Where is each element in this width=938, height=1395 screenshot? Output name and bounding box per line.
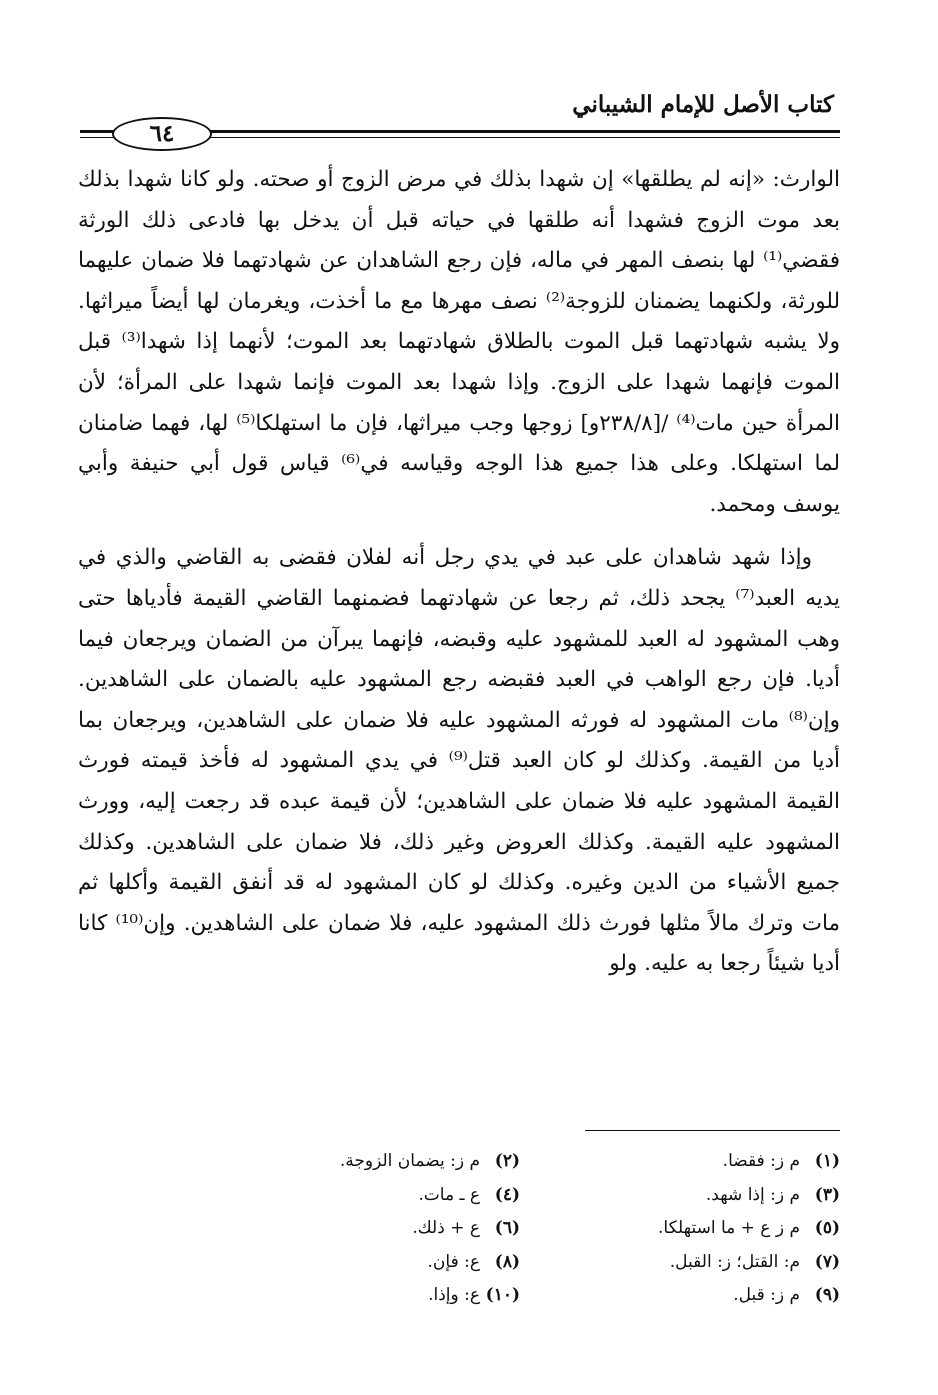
footnote-5 (520, 1212, 840, 1246)
main-text (78, 160, 840, 985)
footnote-9 (520, 1279, 840, 1313)
footnote-number: (٨) (494, 1251, 520, 1272)
footnote-number: (٦) (494, 1218, 520, 1238)
footnote-text: ع + ذلك. (412, 1218, 480, 1238)
footnote-text: م ز: فقضا. (722, 1151, 800, 1171)
footnote-text: ع: وإذا. (428, 1285, 480, 1305)
footnote-number: (١٠) (485, 1285, 520, 1305)
page-number: ٦٤ (112, 117, 212, 151)
footnote-10 (200, 1279, 520, 1313)
footnote-3 (520, 1179, 840, 1213)
footnote-number: (٢) (494, 1151, 520, 1171)
footnote-separator (585, 1130, 840, 1131)
footnote-text: م ز: إذا شهد. (705, 1184, 800, 1205)
paragraph-2: وإذا شهد شاهدان على عبد في يدي رجل أنه لفلان فقضى به القاضي والذي في يديه العبد⁽⁷⁾ يجحد ذلك، ثم رجعا عن شهادتهما فضمنهما القاضي القيمة فأدياها حتى وهب المشهود له العبد للمشهود عليه وقبضه، فإنهما يبرآن من الضمان ويرجعان فيما أديا. فإن رجع الواهب في العبد فقبضه رجع المشهود عليه بالضمان على الشاهدين. وإن⁽⁸⁾ مات المشهود له فورثه المشهود عليه فلا ضمان على الشاهدين، ويرجعان بما أديا من القيمة. وكذلك لو كان العبد قتل⁽⁹⁾ في يدي المشهود له فأخذ قيمته فورث القيمة المشهود عليه فلا ضمان على الشاهدين؛ لأن قيمة عبده قد رجعت إليه، وورث المشهود عليه القيمة. وكذلك العروض وغير ذلك، فلا ضمان على الشاهدين. وكذلك جميع الأشياء من الدين وغيره. وكذلك لو كان المشهود له قد أنفق القيمة وأكلها ثم مات وترك مالاً مثلها فورث ذلك المشهود عليه، فلا ضمان على الشاهدين. وإن⁽¹⁰⁾ كانا أديا شيئاً رجعا به عليه. ولو (78, 545, 841, 977)
footnote-text: ع: فإن. (427, 1251, 480, 1272)
footnote-text: ع ـ مات. (418, 1184, 480, 1205)
footnote-number: (٧) (814, 1251, 840, 1272)
footnote-number: (٤) (494, 1184, 520, 1205)
book-title: كتاب الأصل للإمام الشيباني (572, 91, 834, 118)
footnote-row (78, 1212, 840, 1246)
footnote-4 (200, 1179, 520, 1213)
footnote-text: م ز: يضمان الزوجة. (339, 1151, 480, 1171)
footnote-8 (200, 1246, 520, 1280)
page-header (80, 85, 840, 155)
footnote-number: (٥) (814, 1218, 840, 1238)
footnote-row (78, 1145, 840, 1179)
footnote-row (78, 1279, 840, 1313)
footnotes (78, 1145, 840, 1313)
footnote-text: م ز: قبل. (733, 1285, 800, 1305)
footnote-row (78, 1246, 840, 1280)
footnote-7 (520, 1246, 840, 1280)
paragraph-1: الوارث: «إنه لم يطلقها» إن شهدا بذلك في مرض الزوج أو صحته. ولو كانا شهدا بذلك بعد موت الزوج فشهدا أنه طلقها في حياته قبل أن يدخل بها فادعى ذلك الورثة فقضي⁽¹⁾ لها بنصف المهر في ماله، فإن رجع الشاهدان عن شهادتهما فلا ضمان عليهما للورثة، ولكنهما يضمنان للزوجة⁽²⁾ نصف مهرها مع ما أخذت، ويغرمان لها أيضاً ميراثها. ولا يشبه شهادتهما قبل الموت بالطلاق شهادتهما بعد الموت؛ لأنهما إذا شهدا⁽³⁾ قبل الموت فإنهما شهدا على الزوج. وإذا شهدا بعد الموت فإنما شهدا على المرأة؛ لأن المرأة حين مات⁽⁴⁾ /[٢٣٨/٨و] زوجها وجب ميراثها، فإن ما استهلكا⁽⁵⁾ لها، فهما ضامنان لما استهلكا. وعلى هذا جميع هذا الوجه وقياسه في⁽⁶⁾ قياس قول أبي حنيفة وأبي يوسف ومحمد. (78, 167, 841, 517)
footnote-6 (200, 1212, 520, 1246)
footnote-text: م: القتل؛ ز: القبل. (669, 1251, 800, 1272)
footnote-number: (٣) (814, 1184, 840, 1205)
footnote-1 (520, 1145, 840, 1179)
footnote-2 (200, 1145, 520, 1179)
footnote-row (78, 1179, 840, 1213)
footnote-text: م ز ع + ما استهلكا. (658, 1218, 800, 1238)
footnote-number: (١) (814, 1151, 840, 1171)
footnote-number: (٩) (814, 1285, 840, 1305)
